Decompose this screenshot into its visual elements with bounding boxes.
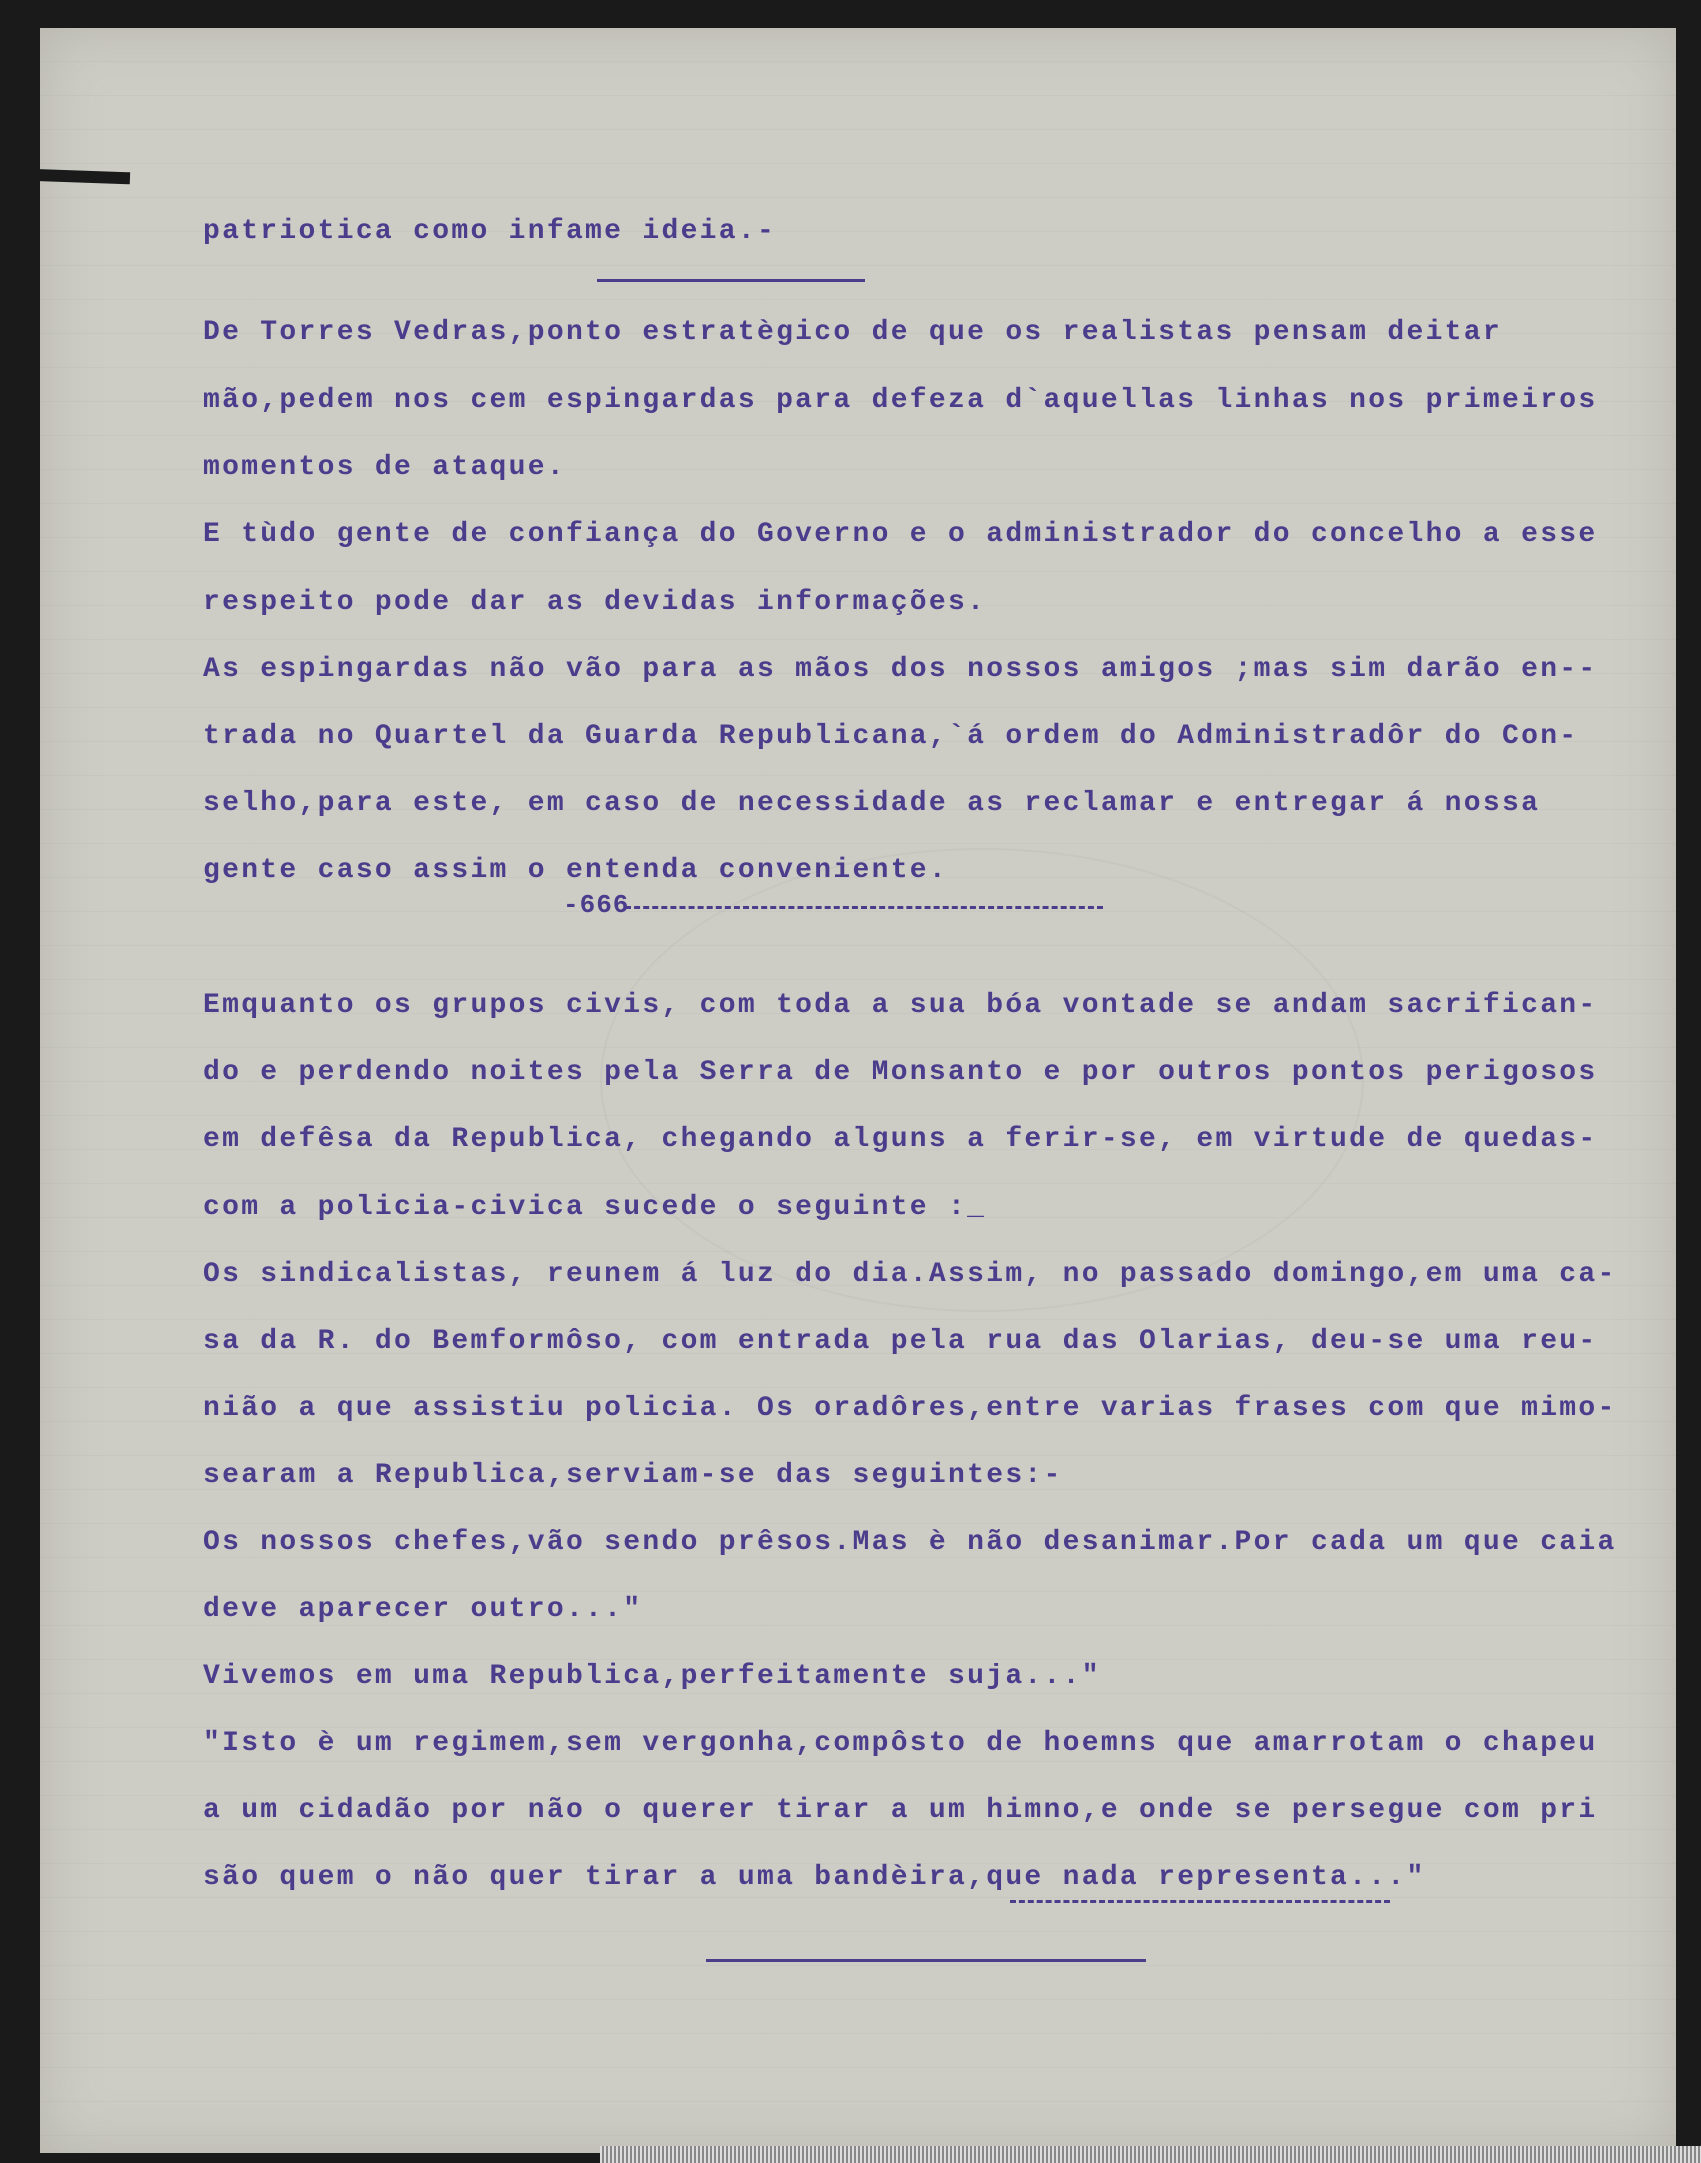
text-line: Os sindicalistas, reunem á luz do dia.Assim, no passado domingo,em uma ca- — [203, 1259, 1617, 1290]
dashed-divider — [625, 906, 1103, 909]
dashed-underline — [1010, 1900, 1390, 1903]
text-line: Emquanto os grupos civis, com toda a sua bóa vontade se andam sacrifican- — [203, 990, 1598, 1021]
text-line: deve aparecer outro..." — [203, 1594, 643, 1625]
section-divider — [597, 279, 865, 282]
text-line: trada no Quartel da Guarda Republicana,`á ordem do Administradôr do Con- — [203, 721, 1579, 752]
text-line: gente caso assim o entenda conveniente. — [203, 855, 949, 886]
text-line: do e perdendo noites pela Serra de Monsanto e por outros pontos perigosos — [203, 1057, 1598, 1088]
text-line: searam a Republica,serviam-se das seguintes:- — [203, 1460, 1063, 1491]
text-line: a um cidadão por não o querer tirar a um himno,e onde se persegue com pri — [203, 1795, 1598, 1826]
text-line: As espingardas não vão para as mãos dos nossos amigos ;mas sim darão en-- — [203, 654, 1598, 685]
text-line: patriotica como infame ideia.- — [203, 216, 777, 247]
closing-divider — [706, 1959, 1146, 1962]
text-line: nião a que assistiu policia. Os oradôres,entre varias frases com que mimo- — [203, 1393, 1617, 1424]
text-line: "Isto è um regimem,sem vergonha,compôsto de hoemns que amarrotam o chapeu — [203, 1728, 1598, 1759]
text-line: De Torres Vedras,ponto estratègico de que os realistas pensam deitar — [203, 317, 1502, 348]
text-line: respeito pode dar as devidas informações. — [203, 587, 987, 618]
text-line: mão,pedem nos cem espingardas para defeza d`aquellas linhas nos primeiros — [203, 385, 1598, 416]
text-line: Os nossos chefes,vão sendo prêsos.Mas è não desanimar.Por cada um que caia — [203, 1527, 1617, 1558]
text-line: momentos de ataque. — [203, 452, 566, 483]
text-line: são quem o não quer tirar a uma bandèira,que nada representa..." — [203, 1862, 1426, 1893]
text-line: Vivemos em uma Republica,perfeitamente suja..." — [203, 1661, 1101, 1692]
text-line: sa da R. do Bemformôso, com entrada pela rua das Olarias, deu-se uma reu- — [203, 1326, 1598, 1357]
separator-label: -666 — [563, 890, 630, 920]
scale-ruler — [600, 2146, 1701, 2163]
text-line: E tùdo gente de confiança do Governo e o administrador do concelho a esse — [203, 519, 1598, 550]
text-line: com a policia-civica sucede o seguinte :_ — [203, 1192, 987, 1223]
text-line: selho,para este, em caso de necessidade as reclamar e entregar á nossa — [203, 788, 1541, 819]
text-line: em defêsa da Republica, chegando alguns a ferir-se, em virtude de quedas- — [203, 1124, 1598, 1155]
